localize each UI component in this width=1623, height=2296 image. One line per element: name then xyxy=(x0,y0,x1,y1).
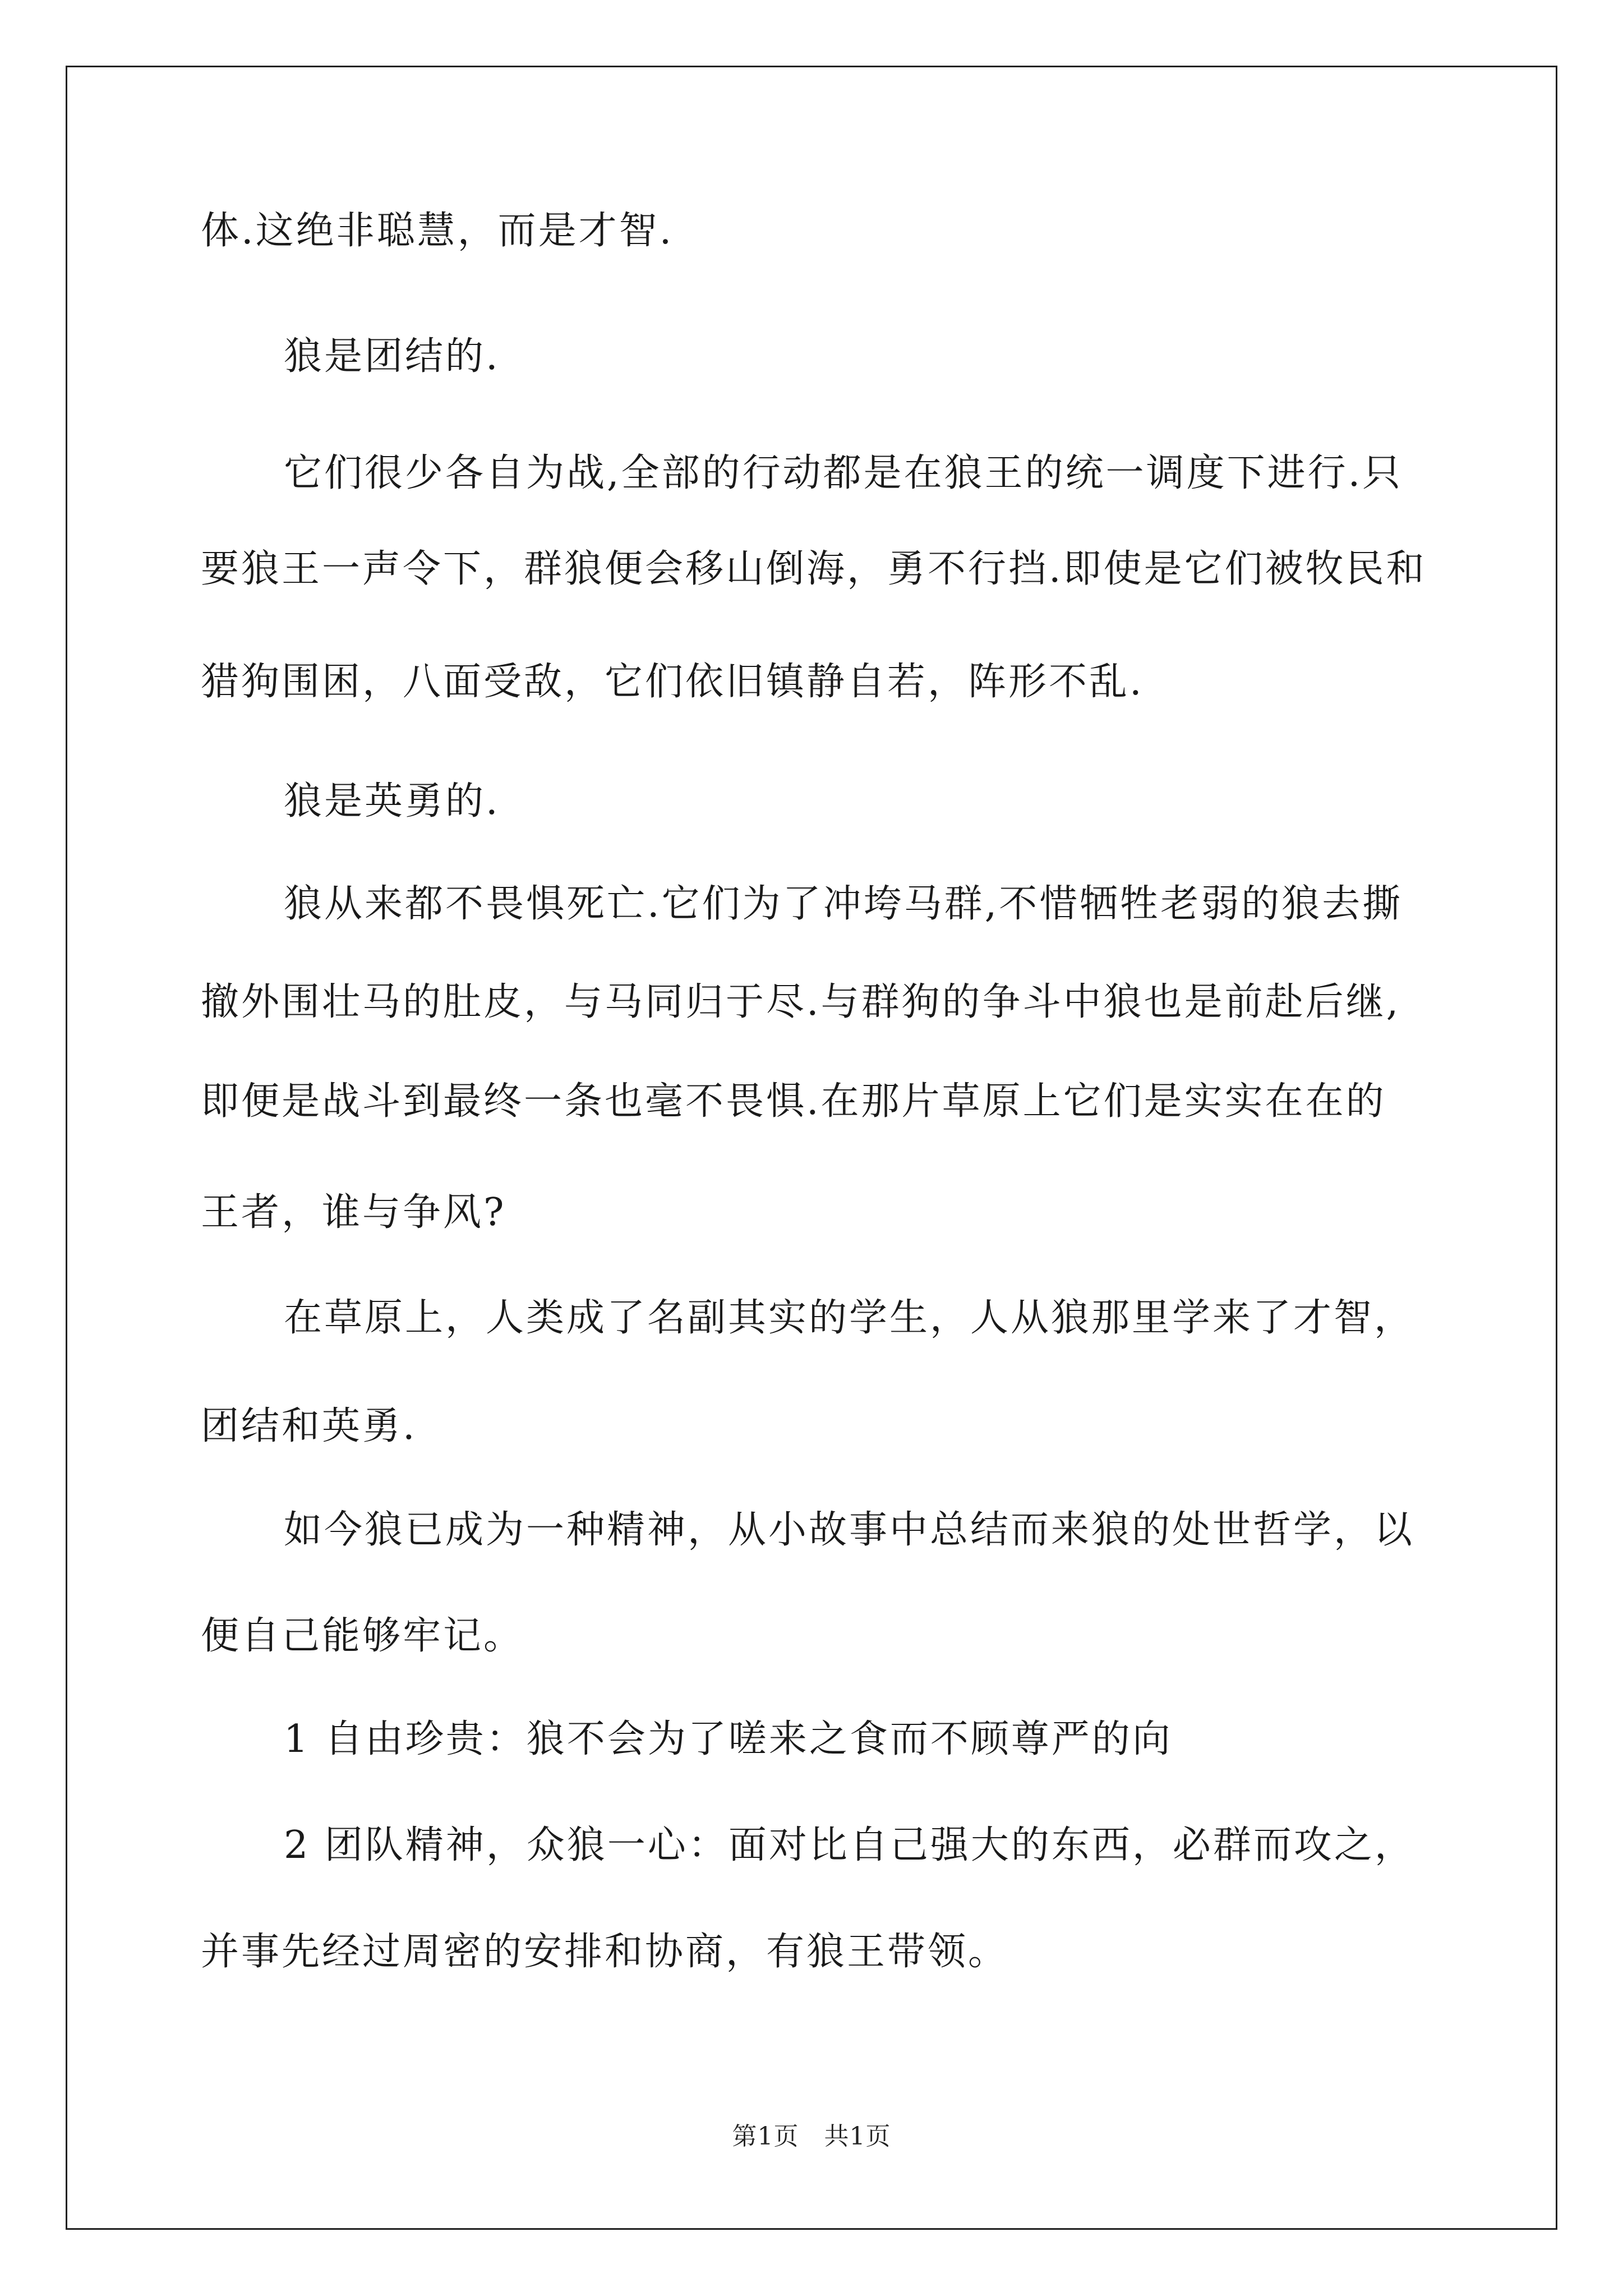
text-line: 即便是战斗到最终一条也毫不畏惧.在那片草原上它们是实实在在的 xyxy=(201,1079,1386,1124)
text-line: 体.这绝非聪慧，而是才智. xyxy=(201,209,674,253)
page-border xyxy=(66,66,1557,2230)
text-line: 狼是英勇的. xyxy=(284,779,500,823)
page-number-footer: 第1页 共1页 xyxy=(732,2122,891,2151)
text-line: 在草原上，人类成了名副其实的学生，人从狼那里学来了才智， xyxy=(284,1296,1415,1340)
text-line: 如今狼已成为一种精神，从小故事中总结而来狼的处世哲学，以 xyxy=(284,1508,1415,1552)
text-line: 猎狗围困，八面受敌，它们依旧镇静自若，阵形不乱. xyxy=(201,660,1144,704)
text-line: 它们很少各自为战,全部的行动都是在狼王的统一调度下进行.只 xyxy=(284,451,1403,495)
text-line: 并事先经过周密的安排和协商，有狼王带领。 xyxy=(201,1930,1009,1974)
text-line: 2 团队精神，众狼一心：面对比自己强大的东西，必群而攻之， xyxy=(284,1823,1415,1867)
text-line: 王者，谁与争风? xyxy=(201,1190,506,1235)
text-line: 要狼王一声令下，群狼便会移山倒海，勇不行挡.即使是它们被牧民和 xyxy=(201,547,1427,591)
text-line: 便自己能够牢记。 xyxy=(201,1614,524,1658)
text-line: 狼是团结的. xyxy=(284,334,500,379)
text-line: 撤外围壮马的肚皮，与马同归于尽.与群狗的争斗中狼也是前赴后继, xyxy=(201,980,1401,1024)
text-line: 狼从来都不畏惧死亡.它们为了冲垮马群,不惜牺牲老弱的狼去撕 xyxy=(284,882,1403,926)
text-line: 1 自由珍贵：狼不会为了嗟来之食而不顾尊严的向 xyxy=(284,1717,1173,1761)
text-line: 团结和英勇. xyxy=(201,1404,417,1448)
